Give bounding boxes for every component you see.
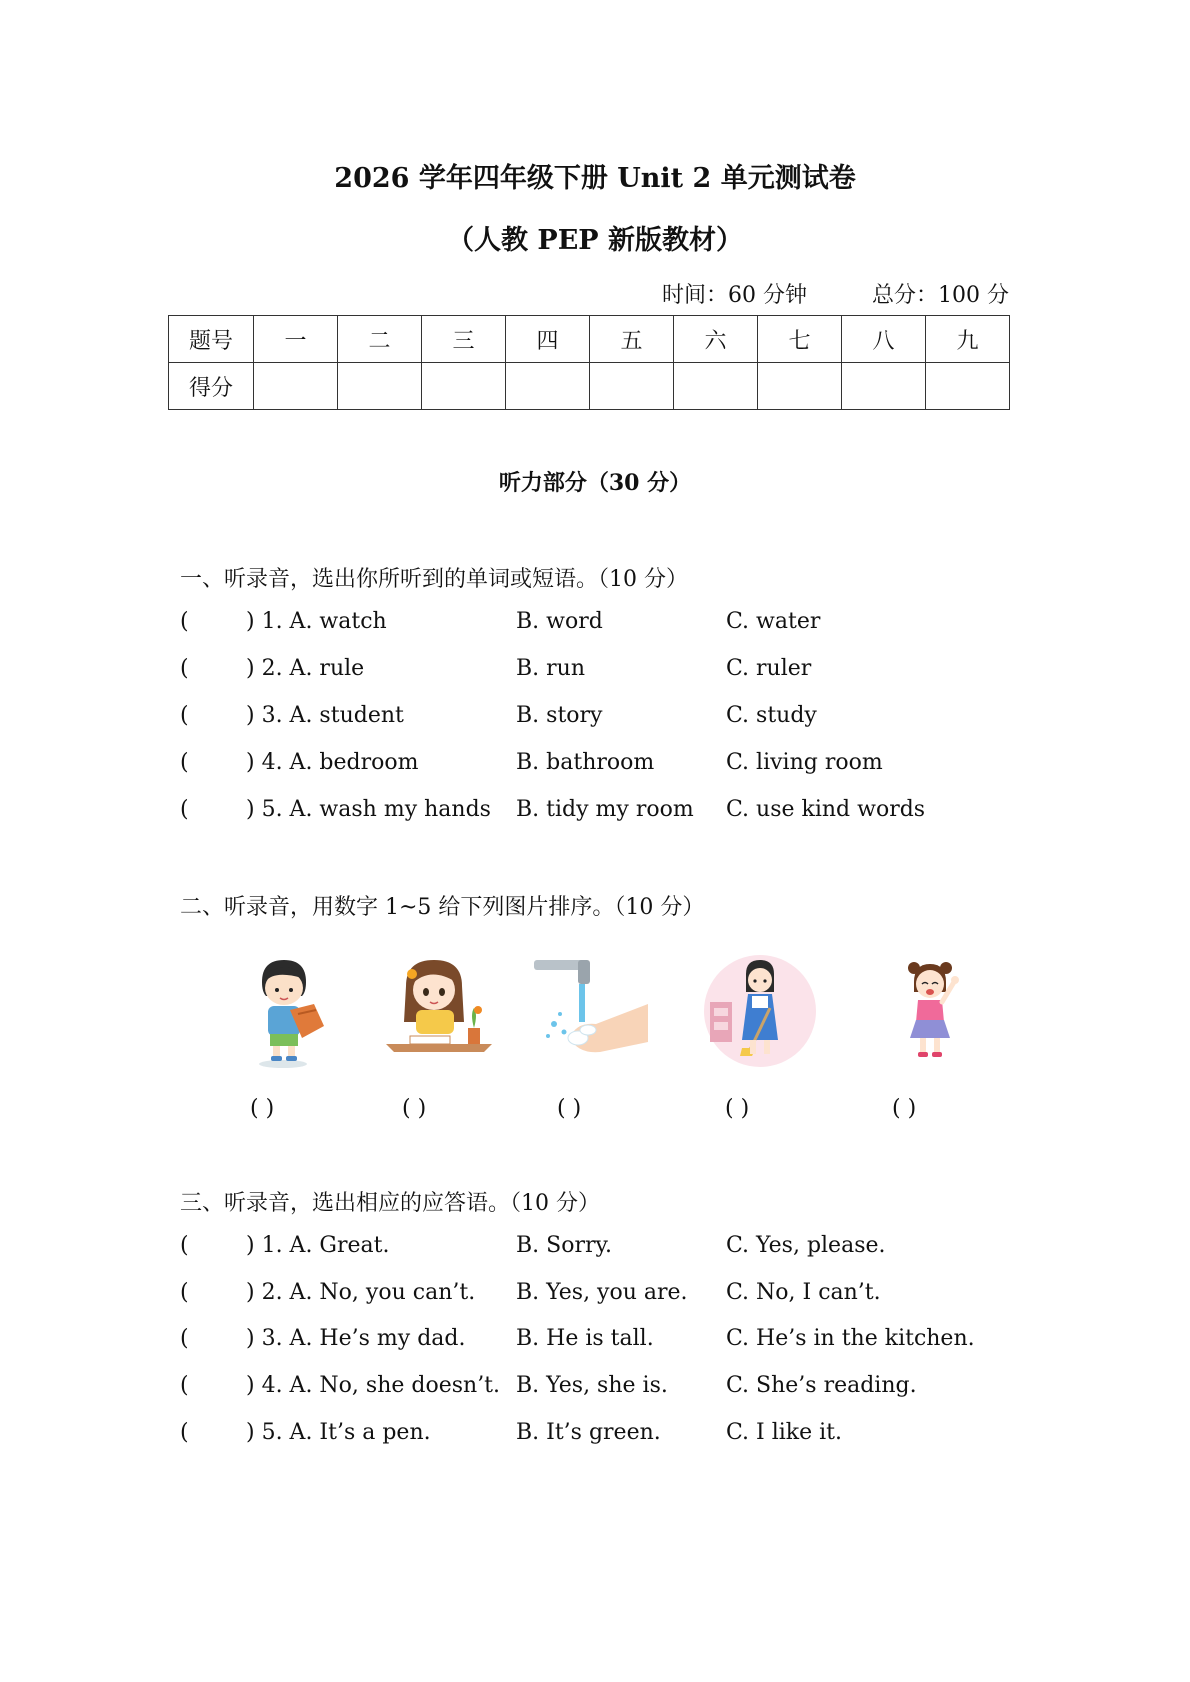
score-input-cell[interactable] bbox=[758, 363, 842, 410]
option-a: ) 4. A. No, she doesn’t. bbox=[246, 1373, 501, 1398]
score-input-cell[interactable] bbox=[338, 363, 422, 410]
option-c: C. She’s reading. bbox=[726, 1373, 917, 1398]
option-b: B. run bbox=[516, 656, 586, 681]
girl-studying-illustration bbox=[380, 952, 500, 1070]
answer-blank[interactable]: ( bbox=[180, 1280, 189, 1305]
option-b: B. tidy my room bbox=[516, 797, 694, 822]
question-row bbox=[180, 1280, 1080, 1310]
answer-blank[interactable]: ( bbox=[180, 609, 189, 634]
exam-total-score: 总分：100 分 bbox=[872, 283, 1009, 308]
option-b: B. It’s green. bbox=[516, 1420, 661, 1445]
question-row bbox=[180, 1373, 1080, 1403]
score-table-cell: 九 bbox=[926, 316, 1010, 363]
score-table-header-row bbox=[169, 316, 1010, 363]
picture-order-blank[interactable]: ( ) bbox=[557, 1096, 582, 1121]
score-table-cell: 二 bbox=[338, 316, 422, 363]
picture-order-blank[interactable]: ( ) bbox=[725, 1096, 750, 1121]
boy-with-jacket-illustration bbox=[228, 952, 348, 1070]
exam-time: 时间：60 分钟 bbox=[662, 283, 807, 308]
option-b: B. Yes, you are. bbox=[516, 1280, 688, 1305]
question-row bbox=[180, 703, 1080, 733]
page-title: 2026 学年四年级下册 Unit 2 单元测试卷 bbox=[334, 163, 856, 194]
question-row bbox=[180, 1233, 1080, 1263]
picture-order-blank[interactable]: ( ) bbox=[402, 1096, 427, 1121]
option-c: C. ruler bbox=[726, 656, 812, 681]
section2-heading: 二、听录音，用数字 1~5 给下列图片排序。（10 分） bbox=[180, 895, 705, 920]
score-input-cell[interactable] bbox=[254, 363, 338, 410]
section3-heading: 三、听录音，选出相应的应答语。（10 分） bbox=[180, 1191, 600, 1216]
option-b: B. word bbox=[516, 609, 603, 634]
option-b: B. He is tall. bbox=[516, 1326, 654, 1351]
option-a: ) 2. A. rule bbox=[246, 656, 365, 681]
section1-heading: 一、听录音，选出你所听到的单词或短语。（10 分） bbox=[180, 567, 688, 592]
option-a: ) 4. A. bedroom bbox=[246, 750, 419, 775]
option-a: ) 5. A. It’s a pen. bbox=[246, 1420, 431, 1445]
answer-blank[interactable]: ( bbox=[180, 1326, 189, 1351]
washing-hands-illustration bbox=[530, 952, 650, 1070]
score-table-cell: 八 bbox=[842, 316, 926, 363]
option-a: ) 3. A. student bbox=[246, 703, 404, 728]
listening-part-heading: 听力部分（30 分） bbox=[498, 470, 692, 496]
picture-order-blank[interactable]: ( ) bbox=[892, 1096, 917, 1121]
question-row bbox=[180, 656, 1080, 686]
option-c: C. use kind words bbox=[726, 797, 926, 822]
question-row bbox=[180, 609, 1080, 639]
question-row bbox=[180, 750, 1080, 780]
score-input-cell[interactable] bbox=[926, 363, 1010, 410]
option-b: B. story bbox=[516, 703, 603, 728]
girl-waving-illustration bbox=[870, 952, 990, 1070]
score-input-cell[interactable] bbox=[674, 363, 758, 410]
option-a: ) 1. A. watch bbox=[246, 609, 387, 634]
score-table-cell: 得分 bbox=[169, 363, 254, 410]
score-table-cell: 一 bbox=[254, 316, 338, 363]
answer-blank[interactable]: ( bbox=[180, 797, 189, 822]
option-c: C. No, I can’t. bbox=[726, 1280, 881, 1305]
score-table-cell: 六 bbox=[674, 316, 758, 363]
option-a: ) 5. A. wash my hands bbox=[246, 797, 491, 822]
answer-blank[interactable]: ( bbox=[180, 1233, 189, 1258]
score-table-cell: 题号 bbox=[169, 316, 254, 363]
answer-blank[interactable]: ( bbox=[180, 1420, 189, 1445]
score-table-cell: 七 bbox=[758, 316, 842, 363]
option-b: B. Yes, she is. bbox=[516, 1373, 668, 1398]
score-table bbox=[168, 315, 1010, 410]
option-c: C. living room bbox=[726, 750, 883, 775]
option-c: C. He’s in the kitchen. bbox=[726, 1326, 975, 1351]
score-input-cell[interactable] bbox=[590, 363, 674, 410]
option-a: ) 3. A. He’s my dad. bbox=[246, 1326, 466, 1351]
answer-blank[interactable]: ( bbox=[180, 703, 189, 728]
option-c: C. water bbox=[726, 609, 821, 634]
question-row bbox=[180, 1420, 1080, 1450]
girl-tidying-room-illustration bbox=[700, 952, 820, 1070]
question-row bbox=[180, 797, 1080, 827]
option-b: B. Sorry. bbox=[516, 1233, 613, 1258]
answer-blank[interactable]: ( bbox=[180, 1373, 189, 1398]
score-input-cell[interactable] bbox=[506, 363, 590, 410]
page-subtitle: （人教 PEP 新版教材） bbox=[447, 225, 743, 256]
option-a: ) 2. A. No, you can’t. bbox=[246, 1280, 476, 1305]
score-table-cell: 五 bbox=[590, 316, 674, 363]
score-table-cell: 三 bbox=[422, 316, 506, 363]
option-c: C. study bbox=[726, 703, 817, 728]
answer-blank[interactable]: ( bbox=[180, 750, 189, 775]
score-table-score-row bbox=[169, 363, 1010, 410]
score-table-cell: 四 bbox=[506, 316, 590, 363]
score-input-cell[interactable] bbox=[842, 363, 926, 410]
option-c: C. Yes, please. bbox=[726, 1233, 886, 1258]
option-a: ) 1. A. Great. bbox=[246, 1233, 390, 1258]
answer-blank[interactable]: ( bbox=[180, 656, 189, 681]
option-c: C. I like it. bbox=[726, 1420, 843, 1445]
picture-order-blank[interactable]: ( ) bbox=[250, 1096, 275, 1121]
score-input-cell[interactable] bbox=[422, 363, 506, 410]
option-b: B. bathroom bbox=[516, 750, 655, 775]
question-row bbox=[180, 1326, 1080, 1356]
